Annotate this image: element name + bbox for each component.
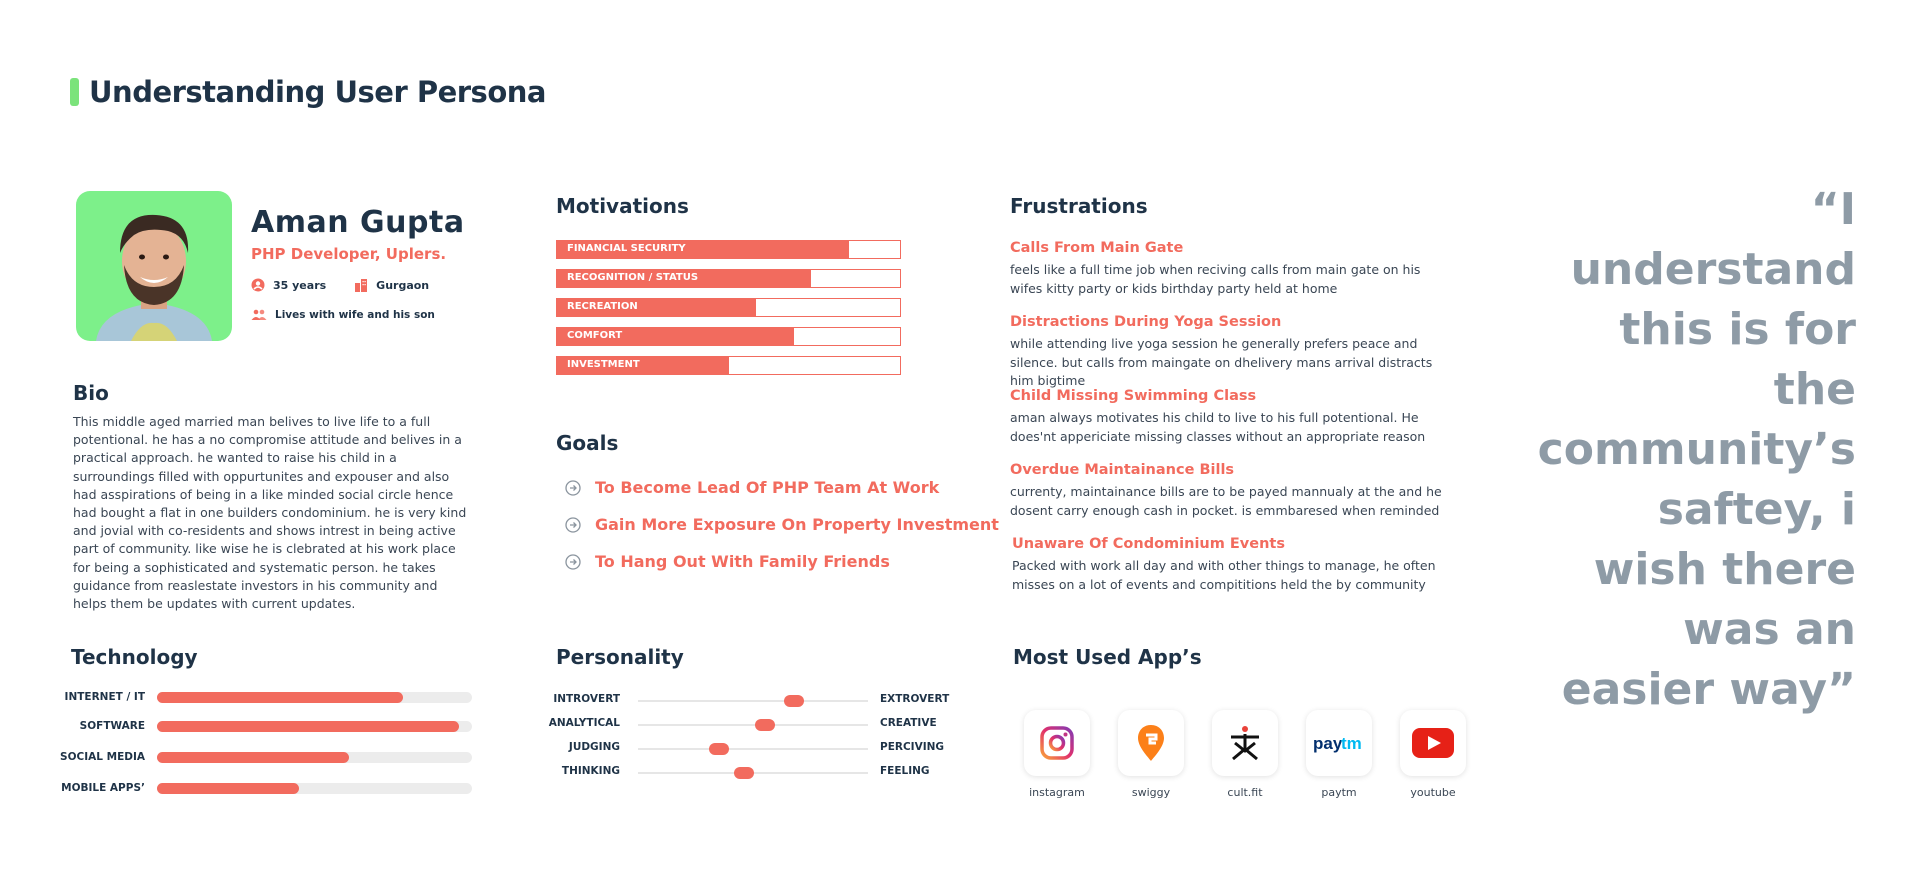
technology-fill xyxy=(157,692,403,703)
personality-left-label: JUDGING xyxy=(568,741,620,753)
personality-right-label: FEELING xyxy=(880,765,930,777)
personality-heading: Personality xyxy=(556,645,684,669)
technology-label: MOBILE APPS’ xyxy=(61,782,145,794)
frustration-text: while attending live yoga session he generally prefers peace and silence. but calls from maingate on dhelivery mans arrival distracts him bigtime xyxy=(1010,336,1433,388)
frustration-text: Packed with work all day and with other things to manage, he often misses on a lot of events and compititions held the by community xyxy=(1012,558,1436,592)
persona-quote: “I understand this is for the community’s saftey, i wish there was an easier way” xyxy=(1537,184,1856,715)
technology-label: INTERNET / IT xyxy=(64,691,145,703)
personality-right-label: PERCIVING xyxy=(880,741,945,753)
technology-fill xyxy=(157,721,459,732)
goal-text: Gain More Exposure On Property Investment xyxy=(595,515,999,534)
page-header xyxy=(70,75,546,109)
personality-slider-knob xyxy=(734,767,754,779)
instagram-icon xyxy=(1040,726,1074,760)
personality-slider-knob xyxy=(784,695,804,707)
app-label: youtube xyxy=(1410,786,1456,799)
building-icon xyxy=(354,278,368,292)
svg-text:pay: pay xyxy=(1313,734,1343,753)
motivation-label: RECOGNITION / STATUS xyxy=(567,272,699,283)
motivation-bar xyxy=(556,269,901,288)
motivation-label: RECREATION xyxy=(567,301,638,312)
personality-slider-knob xyxy=(755,719,775,731)
personality-right-label: CREATIVE xyxy=(880,717,937,729)
personality-left-label: ANALYTICAL xyxy=(548,717,620,729)
technology-heading: Technology xyxy=(71,645,198,669)
goal-item xyxy=(565,478,939,497)
svg-text:tm: tm xyxy=(1341,734,1362,753)
paytm-icon xyxy=(1313,731,1365,755)
swiggy-icon xyxy=(1136,723,1166,763)
technology-label: SOCIAL MEDIA xyxy=(60,751,145,763)
user-circle-icon xyxy=(251,278,265,292)
personality-slider xyxy=(638,700,868,702)
bio-heading: Bio xyxy=(73,381,109,405)
technology-track xyxy=(157,721,472,732)
frustration-text: currenty, maintainance bills are to be payed mannualy at the and he dosent carry enough cash in pocket. is emmbaresed when reminded xyxy=(1010,484,1442,518)
app-tile[interactable] xyxy=(1400,710,1466,776)
frustration-title: Child Missing Swimming Class xyxy=(1010,388,1257,404)
arrow-circle-icon xyxy=(565,554,581,570)
app-tile[interactable] xyxy=(1024,710,1090,776)
motivation-label: INVESTMENT xyxy=(567,359,640,370)
app-tile[interactable] xyxy=(1118,710,1184,776)
persona-location: Gurgaon xyxy=(376,278,430,292)
arrow-circle-icon xyxy=(565,517,581,533)
personality-right-label: EXTROVERT xyxy=(880,693,950,705)
app-item[interactable] xyxy=(1306,710,1372,799)
app-item[interactable] xyxy=(1212,710,1278,799)
goal-item xyxy=(565,552,890,571)
arrow-circle-icon xyxy=(565,480,581,496)
frustration-title: Overdue Maintainance Bills xyxy=(1010,462,1235,478)
motivation-bar xyxy=(556,240,901,259)
app-label: swiggy xyxy=(1131,786,1171,799)
frustrations-heading: Frustrations xyxy=(1010,194,1148,218)
app-item[interactable] xyxy=(1400,710,1466,799)
page-title: Understanding User Persona xyxy=(89,75,546,109)
motivation-label: COMFORT xyxy=(567,330,623,341)
avatar xyxy=(76,191,232,341)
persona-meta-row xyxy=(251,278,429,292)
goal-text: To Hang Out With Family Friends xyxy=(595,552,890,571)
technology-fill xyxy=(157,783,299,794)
apps-heading: Most Used App’s xyxy=(1013,645,1202,669)
frustration-title: Unaware Of Condominium Events xyxy=(1012,536,1285,552)
technology-label: SOFTWARE xyxy=(79,720,145,732)
personality-slider xyxy=(638,724,868,726)
app-label: instagram xyxy=(1029,786,1085,799)
goal-item xyxy=(565,515,999,534)
title-accent-bar xyxy=(70,78,79,106)
app-label: cult.fit xyxy=(1227,786,1263,799)
technology-fill xyxy=(157,752,349,763)
persona-family: Lives with wife and his son xyxy=(275,309,435,321)
persona-role: PHP Developer, Uplers. xyxy=(251,245,447,263)
frustration-text: aman always motivates his child to live to his full potentional. He does'nt appericiate missing classes without an appropriate reason xyxy=(1010,410,1426,444)
technology-track xyxy=(157,783,472,794)
app-item[interactable] xyxy=(1118,710,1184,799)
motivation-bar xyxy=(556,327,901,346)
personality-slider-knob xyxy=(709,743,729,755)
family-icon xyxy=(251,308,267,322)
motivation-bar xyxy=(556,356,901,375)
app-item[interactable] xyxy=(1024,710,1090,799)
persona-age: 35 years xyxy=(273,278,327,292)
frustration-title: Distractions During Yoga Session xyxy=(1010,314,1282,330)
personality-left-label: THINKING xyxy=(561,765,620,777)
goal-text: To Become Lead Of PHP Team At Work xyxy=(595,478,940,497)
motivation-bar xyxy=(556,298,901,317)
personality-slider xyxy=(638,772,868,774)
app-tile[interactable] xyxy=(1306,710,1372,776)
technology-track xyxy=(157,752,472,763)
personality-slider xyxy=(638,748,868,750)
persona-name: Aman Gupta xyxy=(251,205,465,240)
frustration-text: feels like a full time job when reciving calls from main gate on his wifes kitty party or kids birthday party held at home xyxy=(1010,262,1421,296)
persona-family-row xyxy=(251,308,435,322)
motivation-label: FINANCIAL SECURITY xyxy=(567,243,686,254)
cultfit-icon xyxy=(1225,723,1265,763)
app-tile[interactable] xyxy=(1212,710,1278,776)
goals-heading: Goals xyxy=(556,431,619,455)
personality-left-label: INTROVERT xyxy=(553,693,620,705)
bio-text: This middle aged married man belives to live life to a full potentional. he has a no compromise attitude and belives in a practical approach. he wanted to raise his child in a surroundings filled with oppurtunites and expouser and also had asspirations of being in a like minded social circle hence had bought a flat in one builders condominium. he is very kind and jovial with co-residents and shows intrest in being active part of community. like wise he is clebrated at his work place for being a sophisticated and systematic person. he takes guidance from reaslestate investors in his community and helps them be updates with current updates. xyxy=(73,414,467,612)
youtube-icon xyxy=(1412,728,1454,758)
avatar-illustration xyxy=(76,191,232,341)
app-label: paytm xyxy=(1321,786,1357,799)
technology-track xyxy=(157,692,472,703)
motivations-heading: Motivations xyxy=(556,194,689,218)
frustration-title: Calls From Main Gate xyxy=(1010,240,1184,256)
